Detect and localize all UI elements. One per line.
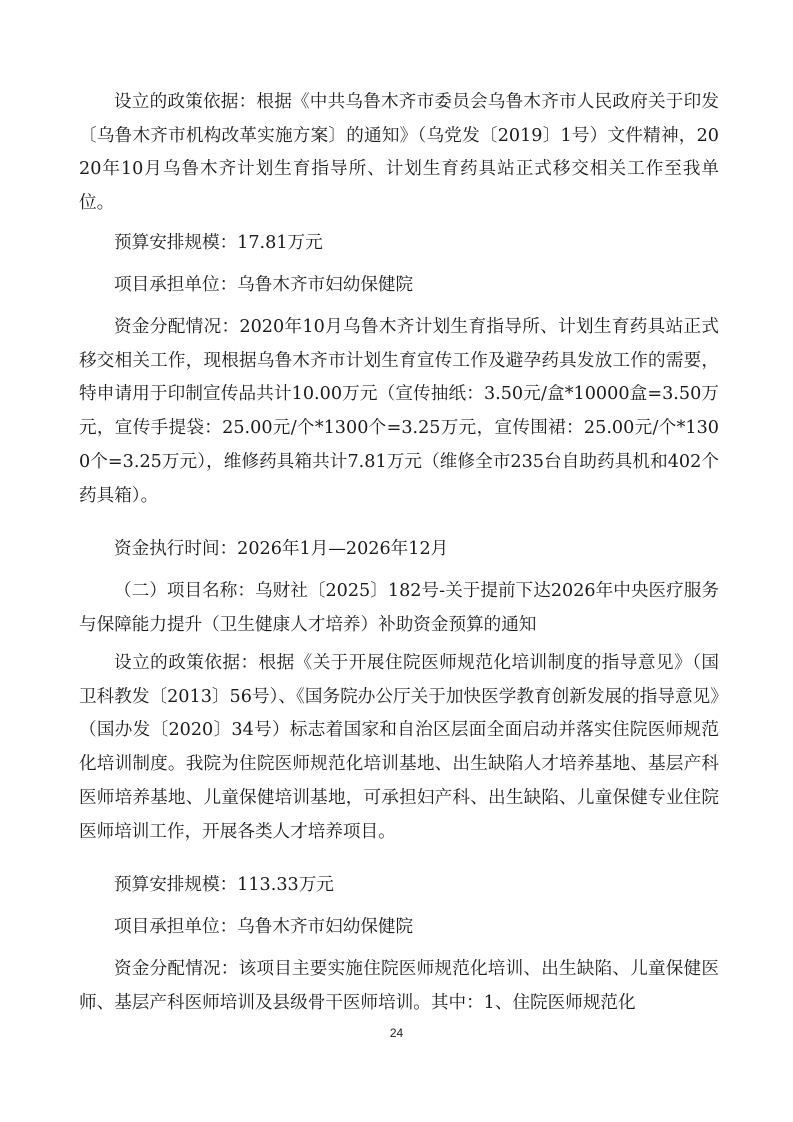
paragraph-budget-scale-1: 预算安排规模：17.81万元: [114, 233, 323, 253]
page-number: 24: [389, 1026, 404, 1040]
paragraph-fund-allocation-2: 资金分配情况：该项目主要实施住院医师规范化培训、出生缺陷、儿童保健医师、基层产科医师培训及县级骨干医师培训。其中：1、住院医师规范化: [79, 959, 719, 1013]
paragraph-policy-basis-1: 设立的政策依据：根据《中共乌鲁木齐市委员会乌鲁木齐市人民政府关于印发〔乌鲁木齐市机构改革实施方案〕的通知》（乌党发〔2019〕1号）文件精神，2020年10月乌鲁木齐计划生育指导所、计划生育药具站正式移交相关工作至我单位。: [79, 92, 719, 214]
paragraph-execution-time-1: 资金执行时间：2026年1月—2026年12月: [114, 539, 449, 559]
paragraph-fund-allocation-1: 资金分配情况：2020年10月乌鲁木齐计划生育指导所、计划生育药具站正式移交相关工作，现根据乌鲁木齐市计划生育宣传工作及避孕药具发放工作的需要，特申请用于印制宣传品共计10.00万元（宣传抽纸：3.50元/盒*10000盒=3.50万元，宣传手提袋：25.00元/个*1300个=3.25万元，宣传围裙：25.00元/个*1300个=3.25万元），维修药具箱共计7.81万元（维修全市235台自助药具机和402个药具箱）。: [79, 317, 719, 506]
paragraph-budget-scale-2: 预算安排规模：113.33万元: [114, 875, 334, 895]
paragraph-policy-basis-2: 设立的政策依据：根据《关于开展住院医师规范化培训制度的指导意见》（国卫科教发〔2013〕56号）、《国务院办公厅关于加快医学教育创新发展的指导意见》（国办发〔2020〕34号）标志着国家和自治区层面全面启动并落实住院医师规范化培训制度。我院为住院医师规范化培训基地、出生缺陷人才培养基地、基层产科医师培养基地、儿童保健培训基地，可承担妇产科、出生缺陷、儿童保健专业住院医师培训工作，开展各类人才培养项目。: [79, 653, 719, 842]
paragraph-undertaking-unit-2: 项目承担单位：乌鲁木齐市妇幼保健院: [114, 917, 414, 937]
paragraph-project-name-2: （二）项目名称：乌财社〔2025〕182号-关于提前下达2026年中央医疗服务与保障能力提升（卫生健康人才培养）补助资金预算的通知: [79, 581, 719, 635]
paragraph-undertaking-unit-1: 项目承担单位：乌鲁木齐市妇幼保健院: [114, 275, 414, 295]
